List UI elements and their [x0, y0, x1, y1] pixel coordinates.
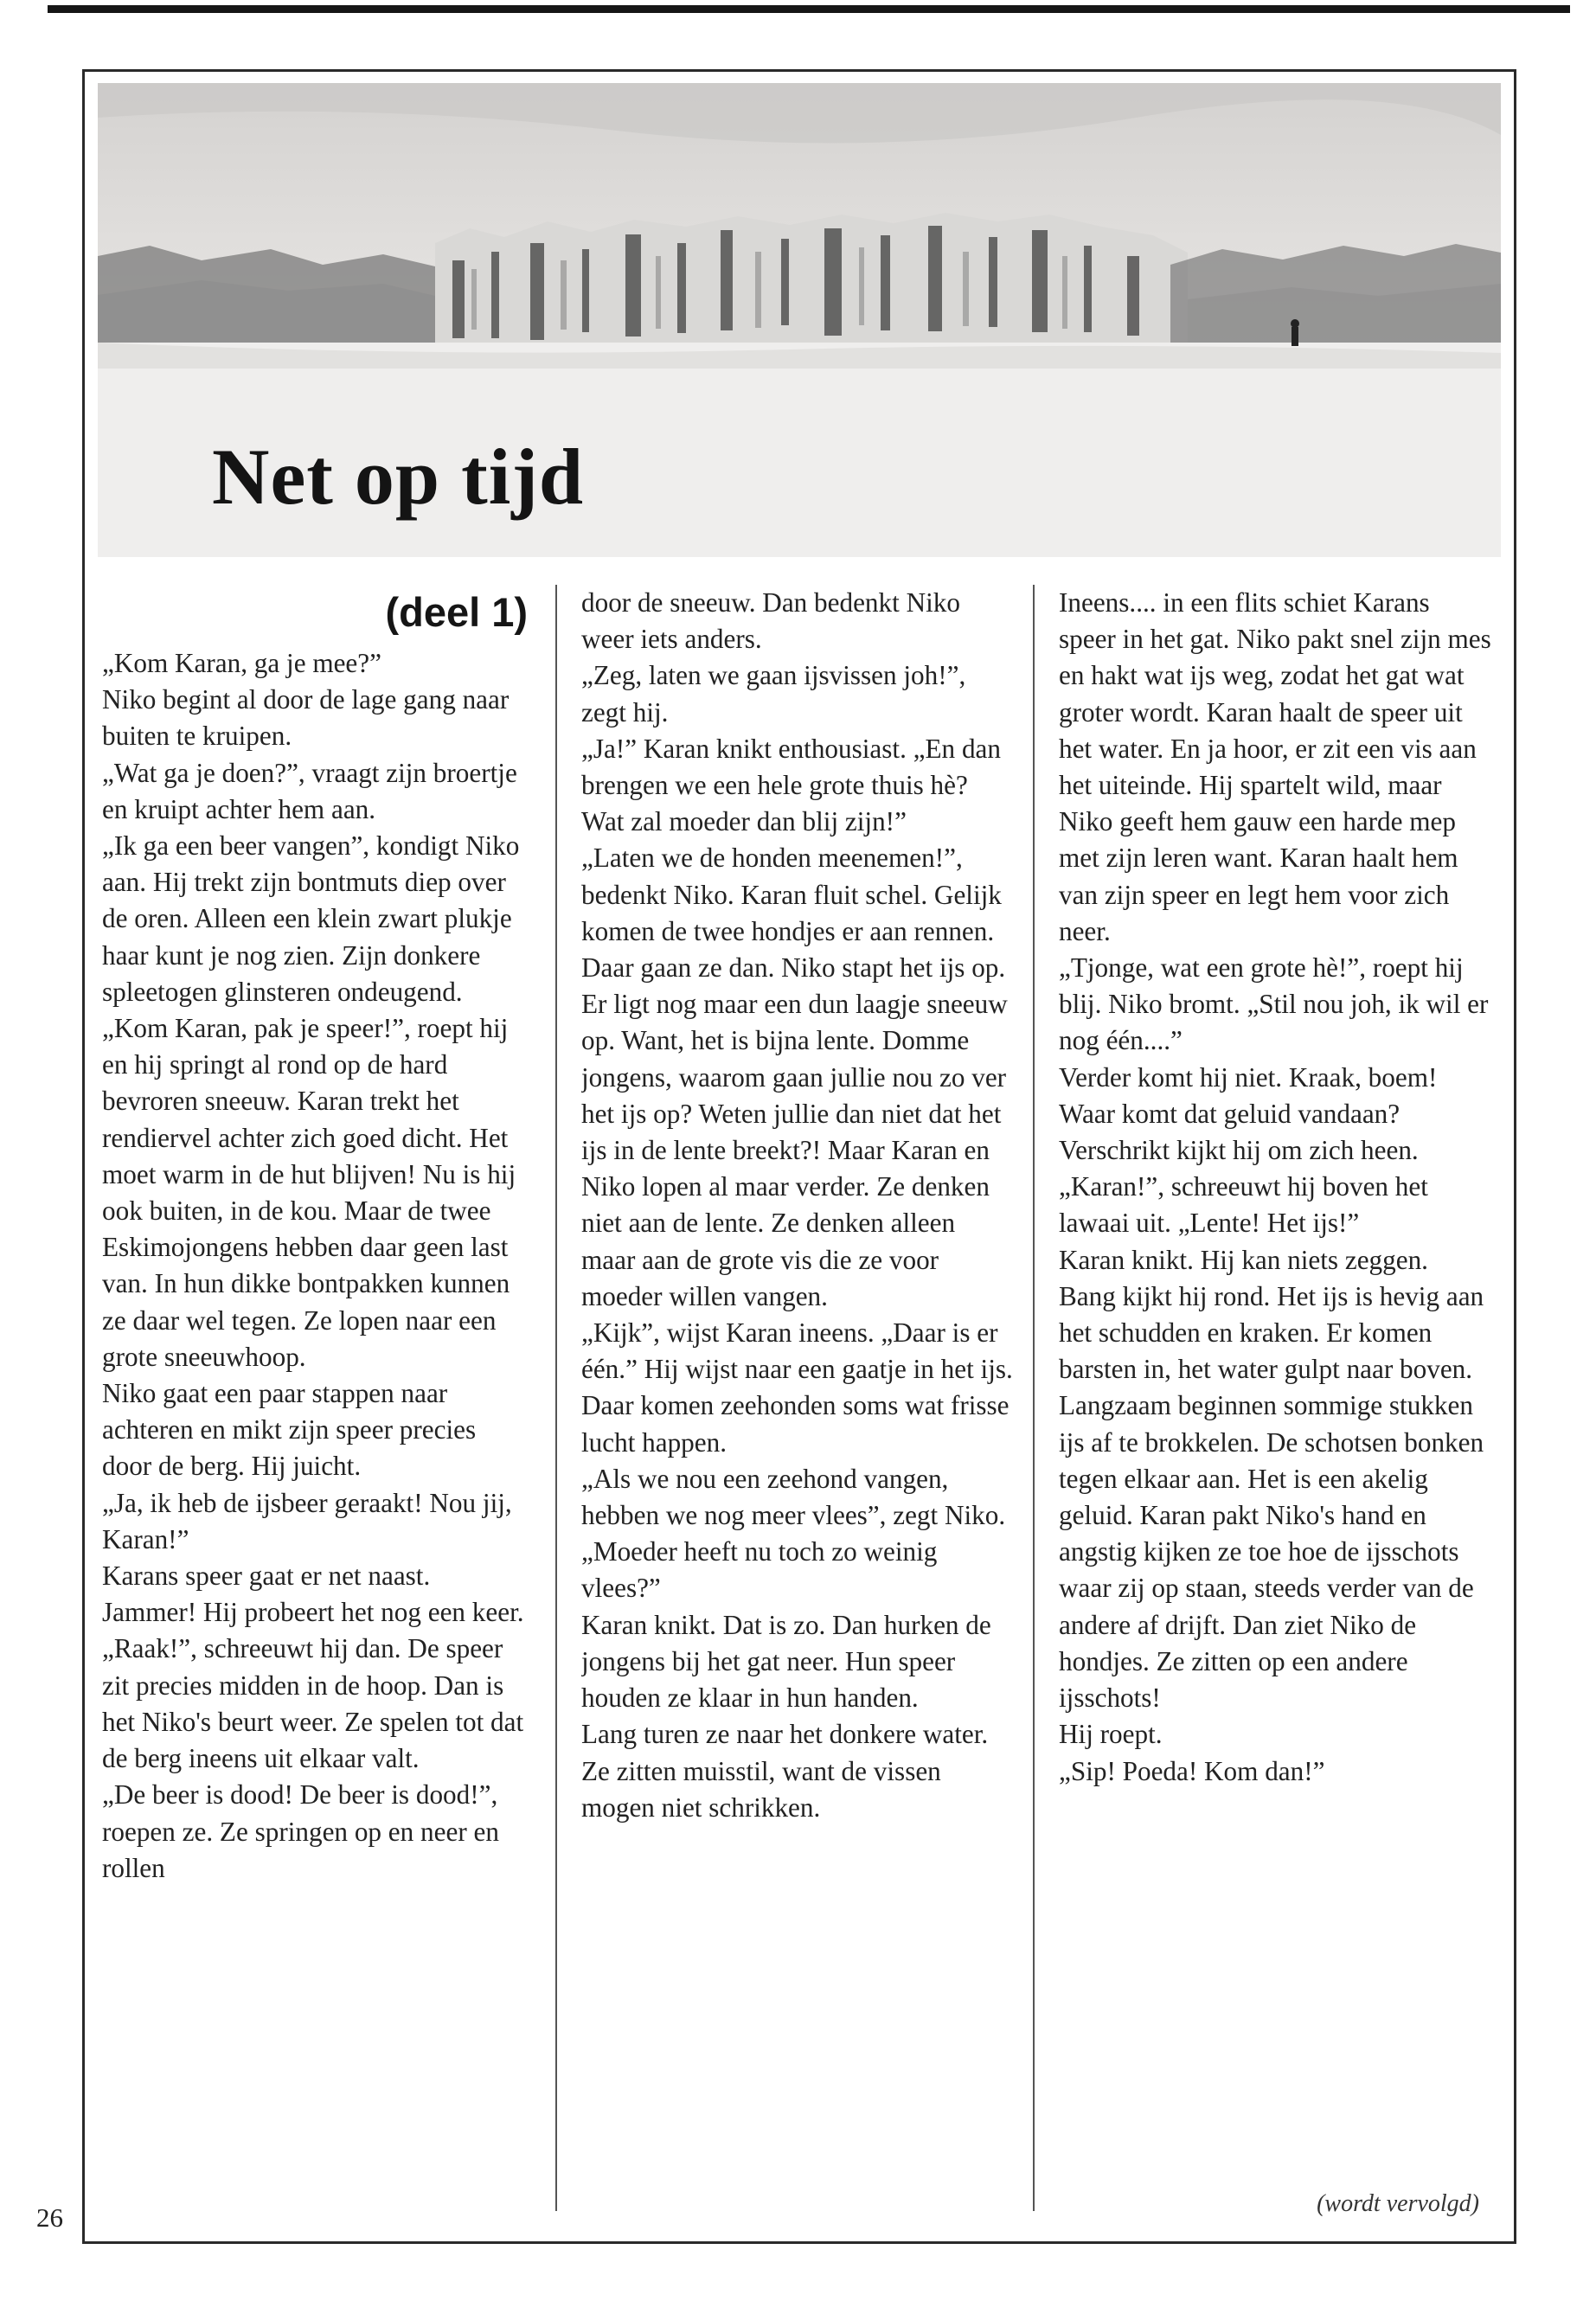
- paragraph: door de sneeuw. Dan bedenkt Niko weer iets anders.: [581, 587, 960, 655]
- paragraph: Lang turen ze naar het donkere water. Ze zitten muisstil, want de vissen mogen niet schrikken.: [581, 1719, 989, 1823]
- paragraph: Karan knikt. Hij kan niets zeggen. Bang kijkt hij rond. Het ijs is hevig aan het schudden en kraken. Er komen barsten in, het water gulpt naar boven. Langzaam beginnen sommige stukken ijs af te brokkelen. De schotsen bonken tegen elkaar aan. Het is een akelig geluid. Karan pakt Niko's hand en angstig kijken ze toe hoe de ijsschots waar zij op staan, steeds verder van de andere af drijft. Dan ziet Niko de hondjes. Ze zitten op een andere ijsschots!: [1059, 1244, 1484, 1714]
- paragraph: Ineens.... in een flits schiet Karans speer in het gat. Niko pakt snel zijn mes en hakt wat ijs weg, zodat het gat wat groter wordt. Karan haalt de speer uit het water. En ja hoor, er zit een vis aan het uiteinde. Hij spartelt wild, maar Niko geeft hem gauw een harde mep met zijn leren want. Karan haalt hem van zijn speer en legt hem voor zich neer.: [1059, 587, 1491, 946]
- paragraph: Karan knikt. Dat is zo. Dan hurken de jongens bij het gat neer. Hun speer houden ze klaar in hun handen.: [581, 1609, 991, 1714]
- paragraph: „Kijk”, wijst Karan ineens. „Daar is er één.” Hij wijst naar een gaatje in het ijs. Daar komen zeehonden soms wat frisse lucht happen.: [581, 1317, 1013, 1458]
- paragraph: Karans speer gaat er net naast. Jammer! Hij probeert het nog een keer.: [102, 1561, 524, 1628]
- column-divider: [555, 585, 557, 2211]
- paragraph: „Tjonge, wat een grote hè!”, roept hij blij. Niko bromt. „Stil nou joh, ik wil er nog één....”: [1059, 952, 1489, 1056]
- article-column-3: [1059, 585, 1491, 2220]
- paragraph: „Karan!”, schreeuwt hij boven het lawaai uit. „Lente! Het ijs!”: [1059, 1171, 1428, 1239]
- paragraph: Niko gaat een paar stappen naar achteren en mikt zijn speer precies door de berg. Hij juicht.: [102, 1378, 477, 1482]
- paragraph: „Ja, ik heb de ijsbeer geraakt! Nou jij, Karan!”: [102, 1487, 512, 1554]
- article-column-2: [581, 585, 1014, 2220]
- to-be-continued: (wordt vervolgd): [1317, 2190, 1479, 2217]
- paragraph: „Raak!”, schreeuwt hij dan. De speer zit precies midden in de hoop. Dan is het Niko's beurt weer. Ze spelen tot dat de berg ineens uit elkaar valt.: [102, 1633, 524, 1774]
- paragraph: Niko begint al door de lage gang naar buiten te kruipen.: [102, 684, 510, 752]
- paragraph: „Kom Karan, pak je speer!”, roept hij en hij springt al rond op de hard bevroren sneeuw. Karan trekt het rendiervel achter zich goed dicht. Het moet warm in de hut blijven! Nu is hij ook buiten, in de kou. Maar de twee Eskimojongens hebben daar geen last van. In hun dikke bontpakken kunnen ze daar wel tegen. Ze lopen naar een grote sneeuwhoop.: [102, 1013, 516, 1372]
- paragraph: „Zeg, laten we gaan ijsvissen joh!”, zegt hij.: [581, 660, 966, 727]
- paragraph: Verder komt hij niet. Kraak, boem! Waar komt dat geluid vandaan? Verschrikt kijkt hij om zich heen.: [1059, 1061, 1438, 1166]
- paragraph: „Ja!” Karan knikt enthousiast. „En dan brengen we een hele grote thuis hè? Wat zal moeder dan blij zijn!”: [581, 733, 1001, 837]
- paragraph: „Sip! Poeda! Kom dan!”: [1059, 1755, 1325, 1786]
- article-title: Net op tijd: [212, 433, 585, 521]
- column-divider: [1033, 585, 1035, 2211]
- article-column-1: [102, 585, 528, 2220]
- page-number: 26: [36, 2202, 63, 2233]
- paragraph: Hij roept.: [1059, 1719, 1163, 1750]
- article-subtitle: (deel 1): [385, 589, 528, 635]
- paragraph: „Laten we de honden meenemen!”, bedenkt Niko. Karan fluit schel. Gelijk komen de twee hondjes er aan rennen.: [581, 843, 1002, 946]
- paragraph: „Wat ga je doen?”, vraagt zijn broertje en kruipt achter hem aan.: [102, 757, 517, 824]
- paragraph: Daar gaan ze dan. Niko stapt het ijs op. Er ligt nog maar een dun laagje sneeuw op. Want, het is bijna lente. Domme jongens, waarom gaan jullie nou zo ver het ijs op? Weten jullie dan niet dat het ijs in de lente breekt?! Maar Karan en Niko lopen al maar verder. Ze denken niet aan de lente. Ze denken alleen maar aan de grote vis die ze voor moeder willen vangen.: [581, 952, 1008, 1311]
- top-rule: [48, 5, 1570, 13]
- paragraph: „De beer is dood! De beer is dood!”, roepen ze. Ze springen op en neer en rollen: [102, 1779, 499, 1883]
- paragraph: „Als we nou een zeehond vangen, hebben we nog meer vlees”, zegt Niko. „Moeder heeft nu toch zo weinig vlees?”: [581, 1463, 1006, 1604]
- paragraph: „Kom Karan, ga je mee?”: [102, 648, 381, 678]
- paragraph: „Ik ga een beer vangen”, kondigt Niko aan. Hij trekt zijn bontmuts diep over de oren. Alleen een klein zwart plukje haar kunt je nog zien. Zijn donkere spleetogen glinsteren ondeugend.: [102, 830, 520, 1007]
